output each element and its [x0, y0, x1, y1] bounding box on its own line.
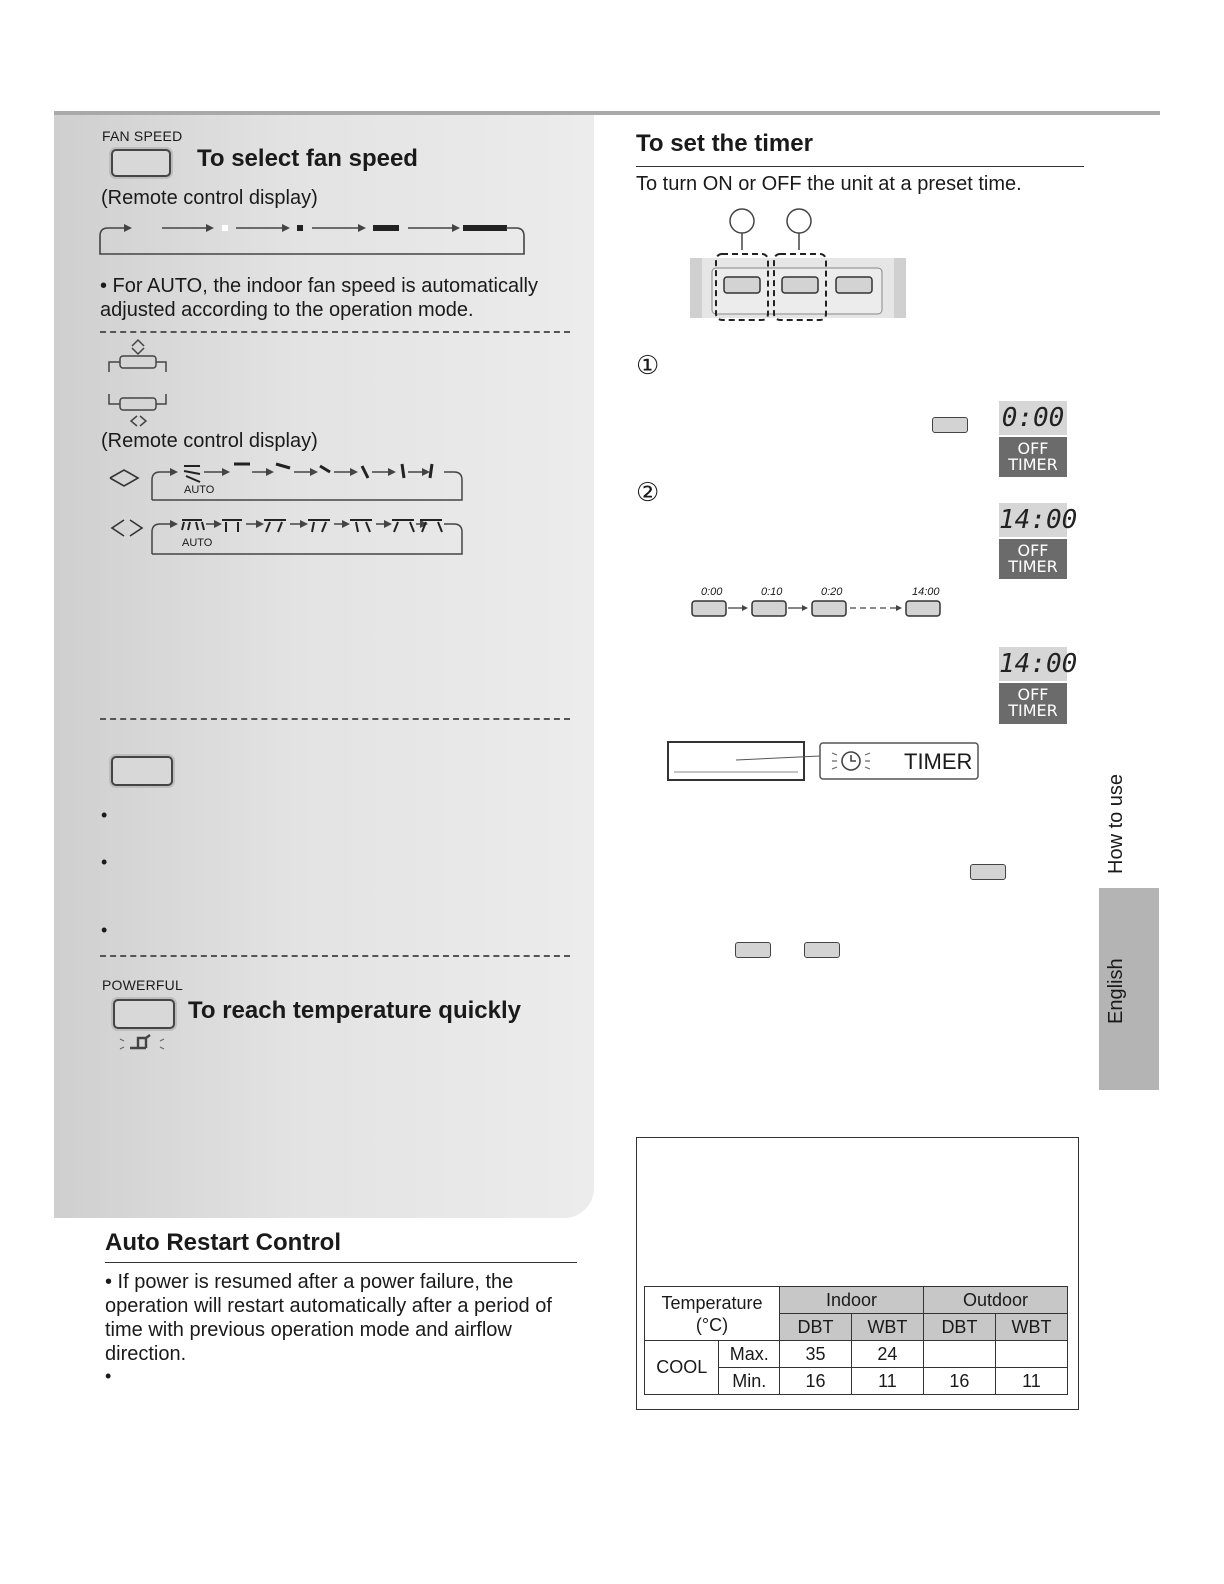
sequence-time-3: 0:20 — [821, 586, 843, 598]
fan-speed-cycle-diagram — [96, 214, 530, 260]
table-cell — [923, 1341, 995, 1368]
indoor-header: Indoor — [779, 1287, 923, 1314]
vertical-airflow-button — [120, 356, 156, 368]
timer-lcd-1: 0:00 — [999, 401, 1067, 435]
timer-subtitle: To turn ON or OFF the unit at a preset time. — [636, 173, 1022, 195]
operating-range-table — [644, 1286, 1068, 1395]
powerful-button[interactable] — [113, 999, 175, 1029]
mode-cell: COOL — [645, 1341, 719, 1395]
bullet-marker: • — [101, 805, 108, 825]
timer-title: To set the timer — [636, 130, 813, 157]
sequence-time-1: 0:00 — [701, 586, 723, 598]
fan-speed-caption: FAN SPEED — [102, 128, 183, 144]
timer-sequence-diagram — [690, 598, 946, 620]
fan-speed-note: • For AUTO, the indoor fan speed is automatically adjusted according to the operation mode. — [100, 275, 538, 321]
timer-set-button[interactable] — [970, 864, 1006, 880]
horizontal-auto-label: AUTO — [182, 537, 213, 549]
divider-2 — [100, 718, 570, 720]
mode-button[interactable] — [111, 756, 173, 786]
table-cell: 35 — [779, 1341, 851, 1368]
fan-speed-button[interactable] — [111, 149, 171, 177]
outdoor-dbt-header: DBT — [923, 1314, 995, 1341]
bullet-marker: • — [105, 1366, 112, 1386]
airflow-buttons-diagram — [106, 336, 172, 428]
divider-3 — [100, 955, 570, 957]
table-cell — [995, 1341, 1067, 1368]
vertical-direction-icon — [110, 470, 138, 486]
outdoor-wbt-header: WBT — [995, 1314, 1067, 1341]
timer-lcd-2: 14:00 — [999, 505, 1078, 535]
indoor-dbt-header: DBT — [779, 1314, 851, 1341]
timer-cancel-button — [836, 277, 872, 293]
timer-on-button-inline[interactable] — [735, 942, 771, 958]
auto-restart-title: Auto Restart Control — [105, 1229, 341, 1256]
vertical-airflow-icon — [132, 340, 144, 354]
table-cell: 11 — [995, 1368, 1067, 1395]
auto-restart-bullet-1: • If power is resumed after a power failure, the operation will restart automatically after a period of time with previous operation mode and airflow direction. — [105, 1271, 552, 1365]
vertical-auto-label: AUTO — [184, 484, 215, 496]
outdoor-header: Outdoor — [923, 1287, 1067, 1314]
table-corner: Temperature (°C) — [645, 1287, 780, 1341]
horizontal-airflow-icon — [131, 416, 146, 426]
powerful-icon — [116, 1033, 168, 1055]
timer-off-button-inline[interactable] — [804, 942, 840, 958]
airflow-cycle-diagram — [104, 458, 468, 560]
horizontal-airflow-button — [120, 398, 156, 410]
table-cell: 16 — [779, 1368, 851, 1395]
min-label-cell: Min. — [719, 1368, 780, 1395]
sequence-time-2: 0:10 — [761, 586, 783, 598]
timer-off-button — [782, 277, 818, 293]
timer-on-button — [724, 277, 760, 293]
max-label-cell: Max. — [719, 1341, 780, 1368]
horizontal-direction-icon — [112, 520, 142, 536]
off-timer-label-2: OFF TIMER — [999, 539, 1067, 579]
sequence-time-4: 14:00 — [912, 586, 940, 598]
bullet-marker: • — [101, 852, 108, 872]
timer-title-rule — [636, 166, 1084, 167]
side-tab-english[interactable]: English — [1099, 888, 1159, 1090]
timer-lcd-3: 14:00 — [999, 649, 1078, 679]
powerful-caption: POWERFUL — [102, 977, 183, 993]
fan-speed-display-label: (Remote control display) — [101, 187, 318, 209]
step-1-marker: ① — [636, 350, 660, 380]
step-2-marker: ② — [636, 477, 660, 507]
auto-restart-rule — [105, 1262, 577, 1263]
divider-1 — [100, 331, 570, 333]
table-cell: 16 — [923, 1368, 995, 1395]
off-timer-button[interactable] — [932, 417, 968, 433]
airflow-display-label: (Remote control display) — [101, 430, 318, 452]
side-tab-how-to-use[interactable]: How to use — [1105, 773, 1127, 874]
timer-buttons-diagram — [690, 206, 910, 324]
table-cell: 24 — [851, 1341, 923, 1368]
off-timer-label-3: OFF TIMER — [999, 683, 1067, 724]
timer-indicator-label: TIMER — [904, 749, 973, 774]
powerful-title: To reach temperature quickly — [188, 997, 521, 1024]
off-timer-label-1: OFF TIMER — [999, 437, 1067, 477]
fan-speed-title: To select fan speed — [197, 145, 418, 172]
bullet-marker: • — [101, 920, 108, 940]
table-cell: 11 — [851, 1368, 923, 1395]
indoor-wbt-header: WBT — [851, 1314, 923, 1341]
